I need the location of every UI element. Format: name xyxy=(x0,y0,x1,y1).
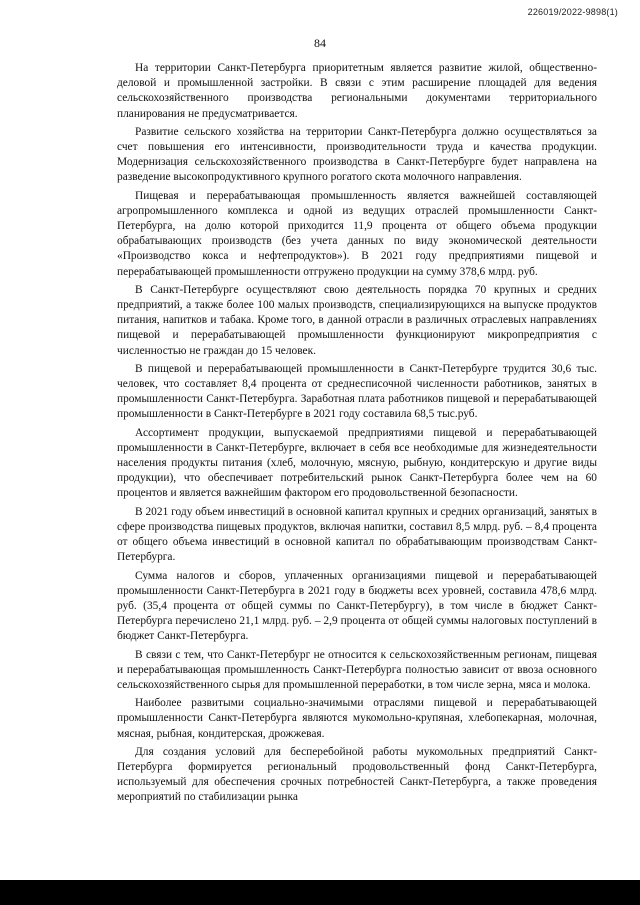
paragraph: Сумма налогов и сборов, уплаченных организациями пищевой и перерабатывающей промышленности Санкт-Петербурга в 2021 году в бюджеты всех уровней, составила 478,6 млрд. руб. (35,4 процента от общей суммы по Санкт-Петербургу), в том числе в бюджет Санкт-Петербурга перечислено 21,1 млрд. руб. – 2,9 процента от общей суммы налоговых поступлений в бюджет Санкт-Петербурга. xyxy=(117,569,597,643)
paragraph: На территории Санкт-Петербурга приоритетным является развитие жилой, общественно-деловой и промышленной застройки. В связи с этим расширение площадей для ведения сельскохозяйственного производства региональными документами территориального планирования не предусматривается. xyxy=(117,62,597,120)
paragraph: Пищевая и перерабатывающая промышленность является важнейшей составляющей агропромышленного комплекса и одной из ведущих отраслей промышленности Санкт-Петербурга, на долю которой приходится 11,9 процента от общего объема продукции обрабатывающих производств (без учета данных по виду экономической деятельности «Производство кокса и нефтепродуктов»). В 2021 году предприятиями пищевой и перерабатывающей промышленности отгружено продукции на сумму 378,6 млрд. руб. xyxy=(117,189,597,278)
document-body xyxy=(117,61,597,809)
paragraph: В связи с тем, что Санкт-Петербург не относится к сельскохозяйственным регионам, пищевая и перерабатывающая промышленность Санкт-Петербурга полностью зависит от ввоза основного сельскохозяйственного сырья для промышленной переработки, в том числе зерна, мяса и молока. xyxy=(117,648,597,691)
paragraph: В 2021 году объем инвестиций в основной капитал крупных и средних организаций, занятых в сфере производства пищевых продуктов, включая напитки, составил 8,5 млрд. руб. – 8,4 процента от общего объема инвестиций в основной капитал по обрабатывающим производствам Санкт-Петербурга. xyxy=(117,505,597,564)
paragraph: Развитие сельского хозяйства на территории Санкт-Петербурга должно осуществляться за счет повышения его интенсивности, производительности труда и качества продукции. Модернизация сельскохозяйственного производства в Санкт-Петербурге будет направлена на разведение высокопродуктивного крупного рогатого скота молочного направления. xyxy=(117,125,597,184)
bottom-scan-border xyxy=(0,880,640,905)
paragraph: В Санкт-Петербурге осуществляют свою деятельность порядка 70 крупных и средних предприятий, а также более 100 малых производств, специализирующихся на выпуске продуктов питания, напитков и табака. Кроме того, в данной отрасли в различных отраслевых направлениях пищевой и перерабатывающей промышленности функционируют микропредприятия с численностью не граждан до 15 человек. xyxy=(117,283,597,357)
paragraph: В пищевой и перерабатывающей промышленности в Санкт-Петербурге трудится 30,6 тыс. человек, что составляет 8,4 процента от среднесписочной численности работников, занятых в промышленности Санкт-Петербурга. Заработная плата работников пищевой и перерабатывающей промышленности в Санкт-Петербурге в 2021 году составила 68,5 тыс.руб. xyxy=(117,362,597,421)
paragraph: Наиболее развитыми социально-значимыми отраслями пищевой и перерабатывающей промышленности Санкт-Петербурга являются мукомольно-крупяная, хлебопекарная, молочная, мясная, рыбная, кондитерская, дрожжевая. xyxy=(117,697,597,740)
page-number: 84 xyxy=(314,36,326,50)
paragraph: Ассортимент продукции, выпускаемой предприятиями пищевой и перерабатывающей промышленности в Санкт-Петербурге, включает в себя все необходимые для жизнедеятельности населения продукты питания (хлеб, молочную, мясную, рыбную, кондитерскую и другие виды продукции), что обеспечивает потребительский рынок Санкт-Петербурга более чем на 60 процентов и является важнейшим фактором его продовольственной безопасности. xyxy=(117,426,597,500)
document-id: 226019/2022-9898(1) xyxy=(527,7,618,17)
paragraph: Для создания условий для бесперебойной работы мукомольных предприятий Санкт-Петербурга формируется региональный продовольственный фонд Санкт-Петербурга, используемый для обеспечения срочных потребностей Санкт-Петербурга, а также проведения мероприятий по стабилизации рынка xyxy=(117,745,597,804)
